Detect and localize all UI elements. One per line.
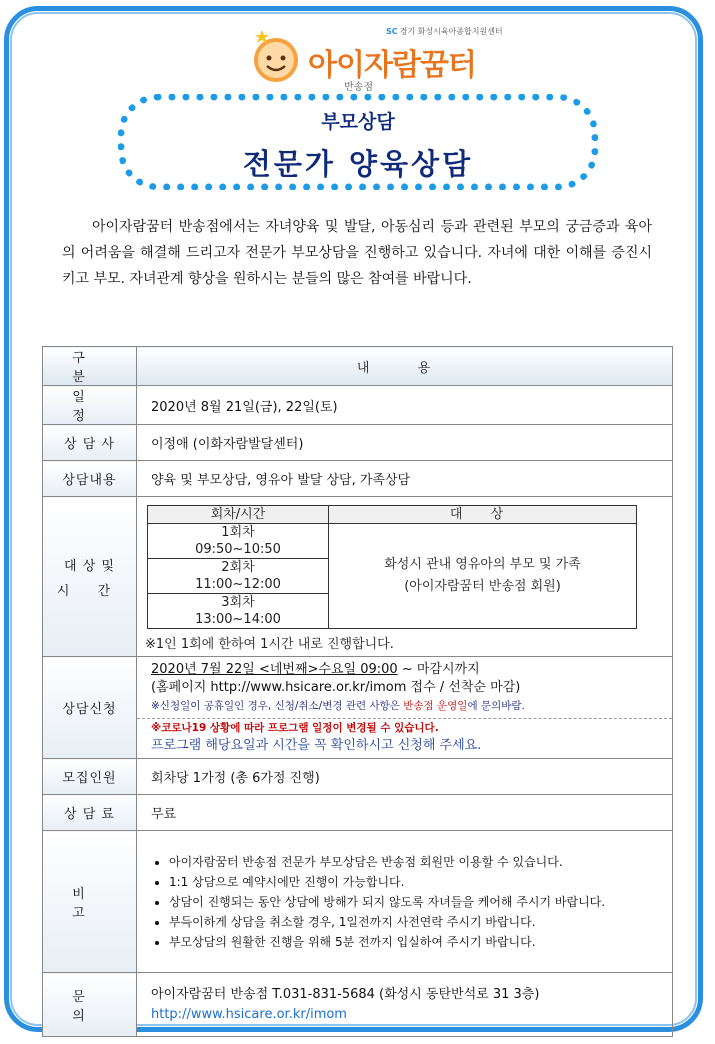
table-row	[43, 497, 673, 657]
schedule-session: 1회차 09:50~10:50	[148, 524, 329, 559]
logo-wordmark: 아이자람꿈터	[308, 48, 476, 83]
apply-content: 2020년 7월 22일 <네번째>수요일 09:00 ~ 마감시까지 (홈페이지 http://www.hsicare.or.kr/imom 접수 / 선착순 마감) ※신청일이 공휴일인 경우, 신청/취소/변경 관련 사항은 반송점 운영일에 문의바람. ※코로나19 상황에 따라 프로그램 일정이 변경될 수 있습니다. 프로그램 해당요일과 시간을 꼭 확인하시고 신청해 주세요.	[137, 657, 673, 759]
header-label: 구 분	[43, 347, 137, 386]
table-row	[43, 973, 673, 1037]
schedule-table	[147, 505, 637, 629]
list-item: • 상담이 진행되는 동안 상담에 방해가 되지 않도록 자녀들을 케어해 주시기 바랍니다.	[169, 892, 672, 912]
remarks-content	[137, 831, 673, 973]
table-row	[43, 425, 673, 461]
target-content	[137, 497, 673, 657]
title-box	[118, 94, 598, 190]
smiley-face-icon	[248, 28, 304, 84]
contact-value: 아이자람꿈터 반송점 T.031-831-5684 (화성시 동탄반석로 31 3층)	[151, 986, 540, 1002]
apply-homepage: (홈페이지 http://www.hsicare.or.kr/imom 접수 / 선착순 마감)	[151, 679, 521, 695]
schedule-col-round: 회차/시간	[148, 506, 329, 524]
content-value: 양육 및 부모상담, 영유아 발달 상담, 가족상담	[137, 461, 673, 497]
table-row	[43, 657, 673, 759]
check-note: 프로그램 해당요일과 시간을 꼭 확인하시고 신청해 주세요.	[151, 737, 482, 753]
table-header-row	[43, 347, 673, 386]
logo-branch: 반송점	[344, 82, 373, 93]
list-item: • 부모상담의 원활한 진행을 위해 5분 전까지 입실하여 주시기 바랍니다.	[169, 932, 672, 952]
table-row	[43, 759, 673, 795]
fee-value: 무료	[137, 795, 673, 831]
page-subtitle: 부모상담	[321, 111, 395, 133]
target-label: 대 상 및 시 간	[43, 497, 137, 657]
schedule-target: 화성시 관내 영유아의 부모 및 가족 (아이자람꿈터 반송점 회원)	[329, 524, 637, 629]
list-item: • 부득이하게 상담을 취소할 경우, 1일전까지 사전연락 주시기 바랍니다.	[169, 912, 672, 932]
header-content: 내 용	[137, 347, 673, 386]
recruit-label: 모집인원	[43, 759, 137, 795]
contact-label: 문 의	[43, 973, 137, 1037]
content-label: 상담내용	[43, 461, 137, 497]
intro-paragraph: 아이자람꿈터 반송점에서는 자녀양육 및 발달, 아동심리 등과 관련된 부모의 궁금증과 육아의 어려움을 해결해 드리고자 전문가 부모상담을 진행하고 있습니다. 자녀에 대한 이해를 증진시키고 부모. 자녀관계 향상을 원하시는 분들의 많은 참여를 바랍니다.	[62, 219, 652, 287]
logo-org-name: SC 경기 화성시육아종합지원센터	[386, 27, 503, 36]
list-item: • 1:1 상담으로 예약시에만 진행이 가능합니다.	[169, 872, 672, 892]
info-table	[42, 346, 673, 1037]
date-label: 일 정	[43, 386, 137, 425]
logo	[248, 22, 508, 93]
remarks-label: 비 고	[43, 831, 137, 973]
contact-content	[137, 973, 673, 1037]
schedule-session: 2회차 11:00~12:00	[148, 559, 329, 594]
recruit-value: 회차당 1가정 (총 6가정 진행)	[137, 759, 673, 795]
apply-holiday-note: ※신청일이 공휴일인 경우, 신청/취소/변경 관련 사항은 반송점 운영일에 문의바람.	[151, 699, 525, 712]
counselor-label: 상 담 사	[43, 425, 137, 461]
page-title: 전문가 양육상담	[242, 147, 474, 181]
table-row	[43, 831, 673, 973]
date-value: 2020년 8월 21일(금), 22일(토)	[137, 386, 673, 425]
fee-label: 상 담 료	[43, 795, 137, 831]
contact-url-link[interactable]: http://www.hsicare.or.kr/imom	[151, 1006, 347, 1022]
counselor-value: 이정애 (이화자람발달센터)	[137, 425, 673, 461]
covid-note: ※코로나19 상황에 따라 프로그램 일정이 변경될 수 있습니다.	[151, 721, 439, 734]
table-row	[43, 795, 673, 831]
table-row	[43, 461, 673, 497]
target-note: ※1인 1회에 한하여 1시간 내로 진행합니다.	[145, 637, 394, 652]
list-item: • 아이자람꿈터 반송점 전문가 부모상담은 반송점 회원만 이용할 수 있습니다.	[169, 852, 672, 872]
schedule-session: 3회차 13:00~14:00	[148, 594, 329, 629]
schedule-col-target: 대 상	[329, 506, 637, 524]
table-row	[43, 386, 673, 425]
apply-label: 상담신청	[43, 657, 137, 759]
apply-deadline: 2020년 7월 22일 <네번째>수요일 09:00	[151, 661, 398, 677]
